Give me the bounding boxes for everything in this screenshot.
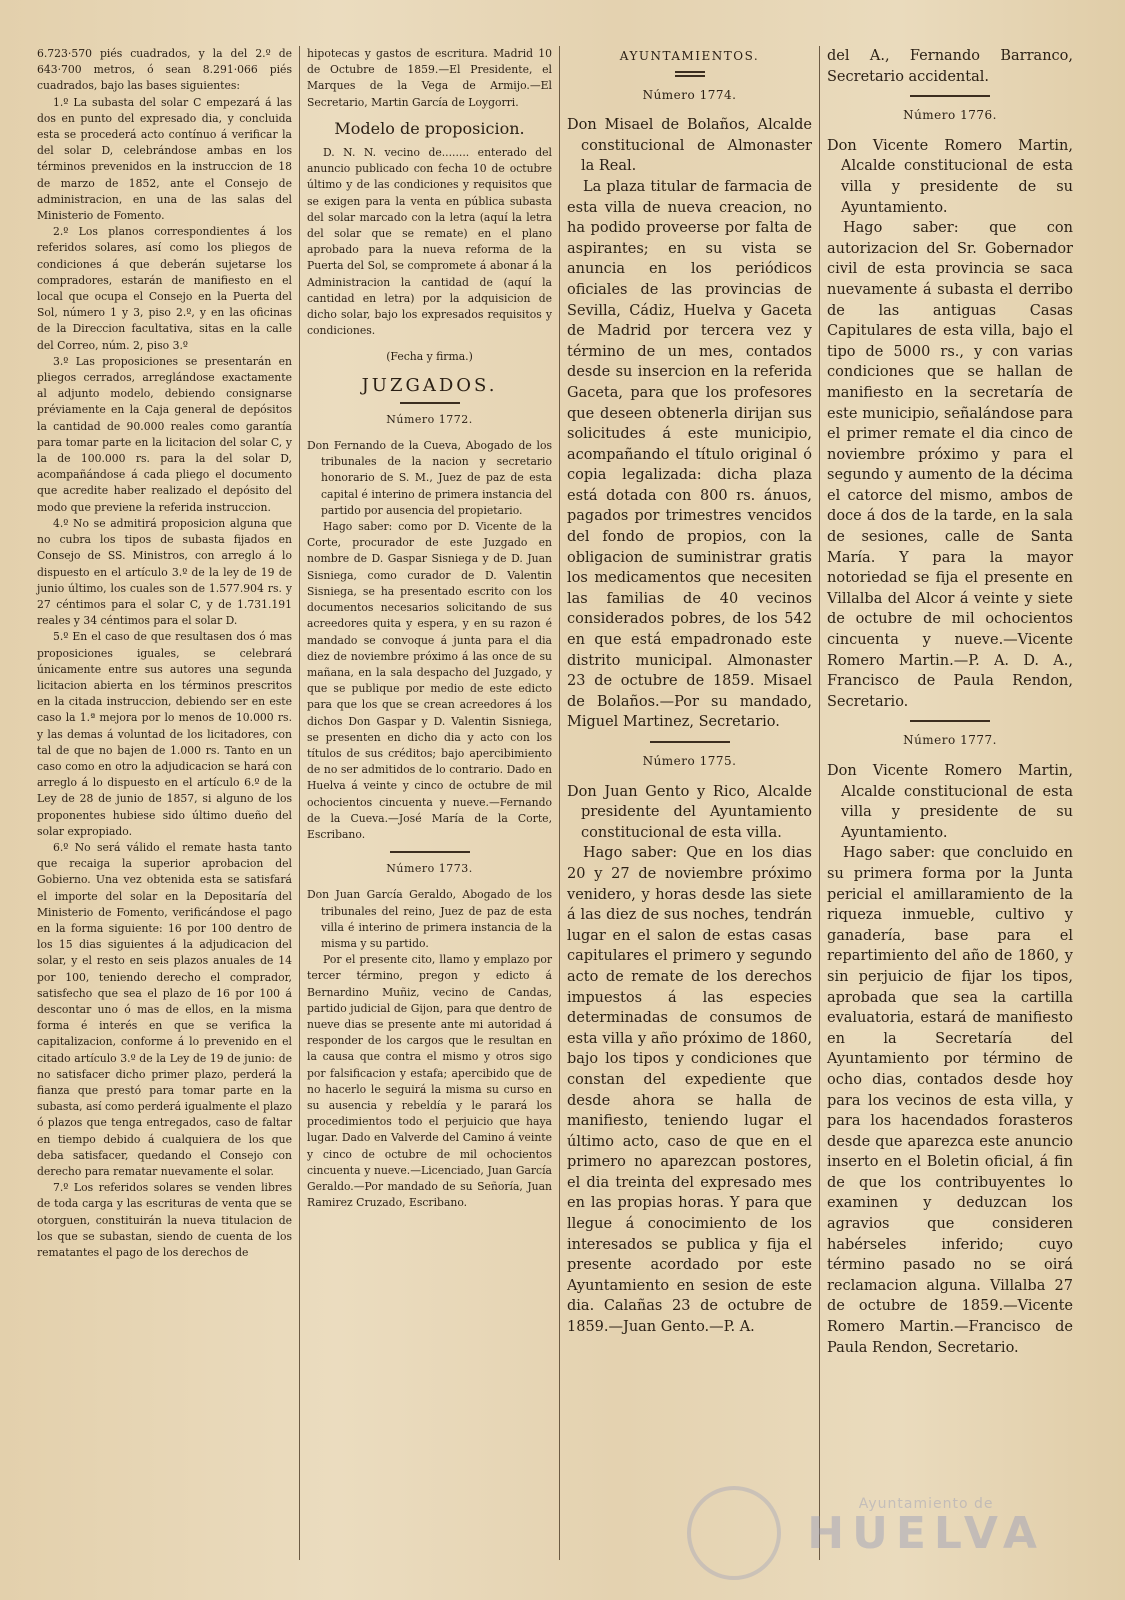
divider bbox=[400, 402, 460, 404]
date-signature: (Fecha y firma.) bbox=[386, 350, 473, 364]
column-3 bbox=[560, 46, 820, 1560]
seal-icon bbox=[687, 1486, 781, 1580]
columns bbox=[30, 46, 1103, 1560]
notice-1773-body: Por el presente cito, llamo y emplazo por tercer término, pregon y edicto á Bernardino Muñiz, vecino de Candas, partido judicial de Gijon, para que dentro de nueve dias se presente ante mi autoridad á responder de los cargos que le resultan en la causa que contra el mismo y otros sigo por falsificacion y estafa; apercibido que de no hacerlo le seguirá la misma su curso en su ausencia y rebeldía y le parará los procedimientos todo el perjuicio que haya lugar. Dado en Valverde del Camino á veinte y cinco de octubre de mil ochocientos cincuenta y nueve.—Licenciado, Juan García Geraldo.—Por mandado de su Señoría, Juan Ramirez Cruzado, Escribano. bbox=[307, 953, 552, 1210]
watermark-line1: Ayuntamiento de bbox=[858, 1496, 994, 1512]
col1-paragraph: 7.º Los referidos solares se venden libres de toda carga y las escrituras de venta que se otorguen, constituirán la nueva titulacion de los que se subastan, siendo de cuenta de los rematantes el pago de los derechos de bbox=[37, 1181, 292, 1260]
notice-number-1772: Número 1772. bbox=[386, 412, 473, 426]
col1-paragraph: 1.º La subasta del solar C empezará á las dos en punto del expresado dia, y concluida esta se procederá acto contínuo á verificar la del solar D, celebrándose ambas en los términos prevenidos en la instruccion de 18 de marzo de 1852, ante el Consejo de administracion, en una de las salas del Ministerio de Fomento. bbox=[37, 95, 292, 223]
notice-1777-body: Hago saber: que concluido en su primera forma por la Junta pericial el amillaramiento de la riqueza inmueble, cultivo y ganadería, base para el repartimiento del año de 1860, y sin perjuicio de fijar los tipos, aprobada que sea la cartilla evaluatoria, estará de manifiesto en la Secretaría del Ayuntamiento por término de ocho dias, contados desde hoy para los vecinos de esta villa, y para los hacendados forasteros desde que aparezca este anuncio inserto en el Boletin oficial, á fin de que los contribuyentes lo examinen y deduzcan los agravios que consideren habérseles inferido; cuyo término pasado no se oirá reclamacion alguna. Villalba 27 de octubre de 1859.—Vicente Romero Martin.—Francisco de Paula Rendon, Secretario. bbox=[827, 845, 1073, 1356]
col1-paragraph: 6.º No será válido el remate hasta tanto que recaiga la superior aprobacion del Gobierno. Una vez obtenida esta se satisfará el importe del solar en la Depositaría del Ministerio de Fomento, verificándose el pago en la forma siguiente: 16 por 100 dentro de los 15 dias siguientes á la adjudicacion del solar, y el resto en seis plazos anuales de 14 por 100, teniendo derecho el comprador, satisfecho que sea el plazo de 16 por 100 á descontar uno ó mas de ellos, en la misma forma é interés en que se verifica la capitalizacion, conforme á lo prevenido en el citado artículo 3.º de la Ley de 19 de junio: de no satisfacer dicho primer plazo, perderá la fianza que prestó para tomar parte en la subasta, así como perderá igualmente el plazo ó plazos que tenga entregados, caso de faltar en tiempo debido á cualquiera de los que deba satisfacer, quedando el Consejo con derecho para rematar nuevamente el solar. bbox=[37, 840, 292, 1179]
notice-1775-header: Don Juan Gento y Rico, Alcalde presidente del Ayuntamiento constitucional de esta villa. bbox=[567, 783, 812, 841]
auction-closing: hipotecas y gastos de escritura. Madrid 10 de Octubre de 1859.—El Presidente, el Marques de la Vega de Armijo.—El Secretario, Martin García de Loygorri. bbox=[307, 47, 552, 109]
secretary-closing: del A., Fernando Barranco, Secretario accidental. bbox=[827, 48, 1073, 85]
notice-1774-header: Don Misael de Bolaños, Alcalde constitucional de Almonaster la Real. bbox=[567, 117, 812, 175]
col1-paragraph: 4.º No se admitirá proposicion alguna que no cubra los tipos de subasta fijados en Consejo de SS. Ministros, con arreglo á lo dispuesto en el artículo 3.º de la ley de 19 de junio último, los cuales son de 1.577.904 rs. y 27 céntimos para el solar C, y de 1.731.191 reales y 34 céntimos para el solar D. bbox=[37, 516, 292, 628]
notice-1776-header: Don Vicente Romero Martin, Alcalde constitucional de esta villa y presidente de su Ayuntamiento. bbox=[827, 137, 1073, 216]
notice-number-1773: Número 1773. bbox=[386, 862, 473, 876]
divider bbox=[910, 95, 990, 97]
notice-1773-header: Don Juan García Geraldo, Abogado de los tribunales del reino, Juez de paz de esta villa é interino de primera instancia de la misma y su partido. bbox=[307, 888, 552, 950]
divider bbox=[390, 851, 470, 853]
watermark-line2: HUELVA bbox=[807, 1508, 1045, 1559]
col1-paragraph: 2.º Los planos correspondientes á los referidos solares, así como los pliegos de condiciones á que deberán sujetarse los compradores, estarán de manifiesto en el local que ocupa el Consejo en la Puerta del Sol, número 1 y 3, piso 2.º, y en las oficinas de la Direccion facultativa, sitas en la calle del Correo, núm. 2, piso 3.º bbox=[37, 225, 292, 352]
col1-paragraph: 3.º Las proposiciones se presentarán en pliegos cerrados, arreglándose exactamente al adjunto modelo, debiendo consignarse préviamente en la Caja general de depósitos la cantidad de 90.000 reales como garantía para tomar parte en la licitacion del solar C, y la de 100.000 rs. para la del solar D, acompañándose á cada pliego el documento que acredite haber realizado el depósito del modo que previene la referida instruccion. bbox=[37, 354, 292, 514]
notice-number-1775: Número 1775. bbox=[642, 754, 737, 768]
notice-number-1777: Número 1777. bbox=[903, 733, 997, 748]
notice-1772-header: Don Fernando de la Cueva, Abogado de los tribunales de la nacion y secretario honorario de S. M., Juez de paz de esta capital é interino de primera instancia del partido por ausencia del propietario. bbox=[307, 439, 552, 517]
archive-watermark bbox=[807, 1496, 1045, 1559]
notice-1776-body: Hago saber: que con autorizacion del Sr. Gobernador civil de esta provincia se saca nuevamente á subasta el derribo de las antiguas Casas Capitulares de esta villa, bajo el tipo de 5000 rs., y con varias condiciones que se hallan de manifiesto en la secretaría de este municipio, señalándose para el primer remate el dia cinco de noviembre próximo y para el segundo y aumento de la décima el catorce del mismo, ambos de doce á dos de la tarde, en la sala de sesiones, calle de Santa María. Y para la mayor notoriedad se fija el presente en Villalba del Alcor á veinte y siete de octubre de mil ochocientos cincuenta y nueve.—Vicente Romero Martin.—P. A. D. A., Francisco de Paula Rendon, Secretario. bbox=[827, 220, 1073, 710]
col1-paragraph: 6.723·570 piés cuadrados, y la del 2.º de 643·700 metros, ó sean 8.291·066 piés cuadrados, bajo las bases siguientes: bbox=[37, 47, 292, 93]
notice-1775-body: Hago saber: Que en los dias 20 y 27 de noviembre próximo venidero, y horas desde las siete á las diez de sus noches, tendrán lugar en el salon de estas casas capitulares el primero y segundo acto de remate de los derechos impuestos á las especies determinadas de consumos de esta villa y año próximo de 1860, bajo los tipos y condiciones que constan del expediente que desde ahora se halla de manifiesto, teniendo lugar el último acto, caso de que en el primero no aparezcan postores, el dia treinta del expresado mes en las propias horas. Y para que llegue á conocimiento de los interesados se publica y fija el presente acordado por este Ayuntamiento en sesion de este dia. Calañas 23 de octubre de 1859.—Juan Gento.—P. A. bbox=[567, 845, 812, 1336]
double-rule bbox=[675, 71, 705, 77]
col1-paragraph: 5.º En el caso de que resultasen dos ó mas proposiciones iguales, se celebrará únicamente entre sus autores una segunda licitacion abierta en los términos prescritos en la citada instruccion, debiendo ser en este caso la 1.ª mejora por lo menos de 10.000 rs. y las demas á voluntad de los licitadores, con tal de que no bajen de 1.000 rs. Tanto en un caso como en otro la adjudicacion se hará con arreglo á lo dispuesto en el artículo 6.º de la Ley de 28 de junio de 1857, si alguno de los proponentes hubiese sido último dueño del solar expropiado. bbox=[37, 630, 292, 838]
notice-1777-header: Don Vicente Romero Martin, Alcalde constitucional de esta villa y presidente de su Ayuntamiento. bbox=[827, 763, 1073, 841]
section-juzgados: JUZGADOS. bbox=[361, 374, 498, 396]
model-text: D. N. N. vecino de........ enterado del anuncio publicado con fecha 10 de octubre último y de las condiciones y requisitos que se exigen para la venta en pública subasta del solar marcado con la letra (aquí la letra del solar que se remate) en el plano aprobado para la nueva reforma de la Puerta del Sol, se compromete á abonar á la Administracion la cantidad de (aquí la cantidad en letra) por la adquisicion de dicho solar, bajo los expresados requisitos y condiciones. bbox=[307, 146, 552, 338]
notice-number-1774: Número 1774. bbox=[642, 87, 737, 102]
divider bbox=[650, 741, 730, 743]
model-title: Modelo de proposicion. bbox=[334, 118, 525, 138]
column-1 bbox=[30, 46, 300, 1560]
section-ayuntamientos: AYUNTAMIENTOS. bbox=[619, 49, 760, 63]
notice-1772-body: Hago saber: como por D. Vicente de la Corte, procurador de este Juzgado en nombre de D. Gaspar Sisniega y de D. Juan Sisniega, como curador de D. Valentin Sisniega, se ha presentado escrito con los documentos necesarios solicitando de sus acreedores quita y espera, y en su razon é mandado se convoque á junta para el dia diez de noviembre próximo á las once de su mañana, en la sala despacho del Juzgado, y que se publique por medio de este edicto para que los que se crean acreedores á los dichos Don Gaspar y D. Valentin Sisniega, se presenten en dicho dia y acto con los títulos de sus créditos; bajo apercibimiento de no ser admitidos de lo contrario. Dado en Huelva á veinte y cinco de octubre de mil ochocientos cincuenta y nueve.—Fernando de la Cueva.—José María de la Corte, Escribano. bbox=[307, 520, 552, 841]
column-2 bbox=[300, 46, 560, 1560]
notice-1774-body: La plaza titular de farmacia de esta villa de nueva creacion, no ha podido proveerse por falta de aspirantes; en su vista se anuncia en los periódicos oficiales de las provincias de Sevilla, Cádiz, Huelva y Gaceta de Madrid por tercera vez y término de un mes, contados desde su insercion en la referida Gaceta, para que los profesores que deseen obtenerla dirijan sus solicitudes á este municipio, acompañando el título original ó copia legalizada: dicha plaza está dotada con 800 rs. ánuos, pagados por trimestres vencidos del fondo de propios, con la obligacion de suministrar gratis los medicamentos que necesiten las familias de 40 vecinos considerados pobres, de los 542 en que está empadronado este distrito municipal. Almonaster 23 de octubre de 1859. Misael de Bolaños.—Por su mandado, Miguel Martinez, Secretario. bbox=[567, 178, 812, 731]
divider bbox=[910, 720, 990, 722]
notice-number-1776: Número 1776. bbox=[903, 108, 997, 123]
column-4 bbox=[820, 46, 1080, 1560]
